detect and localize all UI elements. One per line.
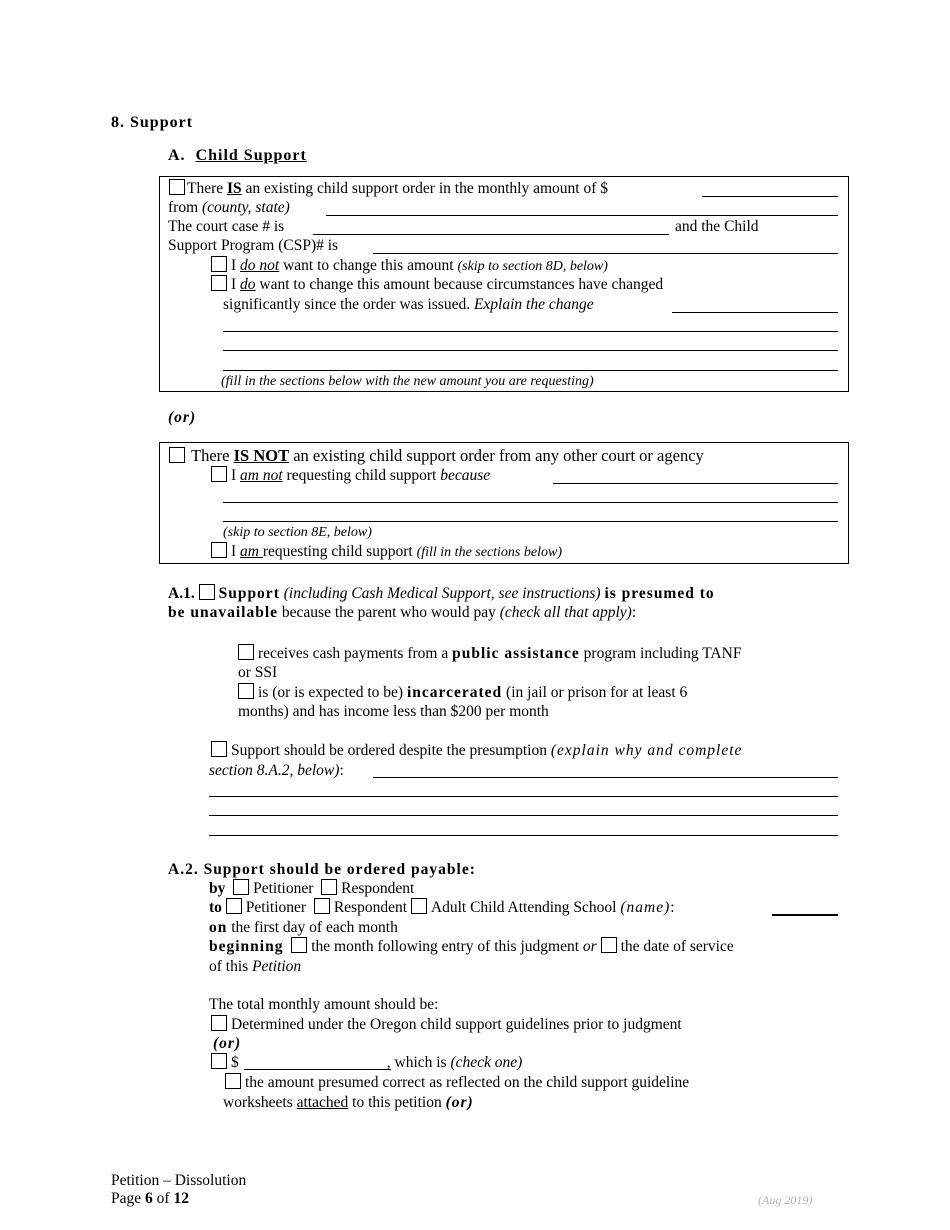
incarcerated-line2: months) and has income less than $200 per month	[238, 703, 549, 720]
do-change-line2: significantly since the order was issued. Explain the change	[223, 296, 594, 313]
despite-presumption-option: Support should be ordered despite the presumption (explain why and complete	[211, 741, 742, 760]
requesting-option: I am requesting child support (fill in the sections below)	[211, 542, 562, 562]
because-field-1[interactable]	[553, 483, 838, 484]
subsection-a-heading: A. Child Support	[168, 147, 307, 164]
despite-field-4[interactable]	[209, 835, 838, 836]
footer-date: (Aug 2019)	[758, 1193, 813, 1207]
to-respondent-checkbox[interactable]	[314, 898, 330, 914]
payable-to-row: to Petitioner Respondent Adult Child Attending School (name):	[209, 899, 675, 916]
date-of-service-checkbox[interactable]	[601, 937, 617, 953]
county-state-field[interactable]	[326, 215, 838, 216]
a2-heading: A.2. Support should be ordered payable:	[168, 861, 476, 878]
to-petitioner-checkbox[interactable]	[226, 898, 242, 914]
not-requesting-checkbox[interactable]	[211, 466, 227, 482]
explain-field-1[interactable]	[672, 312, 838, 313]
dollar-amount-field[interactable]	[244, 1069, 391, 1070]
requesting-checkbox[interactable]	[211, 542, 227, 558]
existing-order-line: There IS an existing child support order in the monthly amount of $	[169, 179, 608, 198]
despite-field-3[interactable]	[209, 815, 838, 816]
despite-presumption-checkbox[interactable]	[211, 741, 227, 757]
of-this-petition: of this Petition	[209, 958, 302, 975]
a1-heading-line2: be unavailable because the parent who would pay (check all that apply):	[168, 604, 637, 621]
do-not-change-option: I do not want to change this amount (skip to section 8D, below)	[211, 256, 608, 276]
csp-field[interactable]	[373, 253, 838, 254]
because-field-2[interactable]	[223, 502, 838, 503]
month-following-checkbox[interactable]	[291, 937, 307, 953]
adult-child-name-field[interactable]	[772, 914, 838, 916]
dollar-amount-checkbox[interactable]	[211, 1053, 227, 1069]
to-adult-child-checkbox[interactable]	[411, 898, 427, 914]
skip-note: (skip to section 8E, below)	[223, 525, 372, 540]
despite-field-2[interactable]	[209, 796, 838, 797]
existing-order-checkbox[interactable]	[169, 179, 185, 195]
fill-in-note: (fill in the sections below with the new amount you are requesting)	[221, 374, 594, 389]
do-change-option: I do want to change this amount because circumstances have changed	[211, 275, 663, 294]
court-case-field[interactable]	[313, 234, 669, 235]
public-assistance-checkbox[interactable]	[238, 644, 254, 660]
explain-field-2[interactable]	[223, 331, 838, 332]
no-existing-order-line: There IS NOT an existing child support order from any other court or agency	[169, 446, 704, 466]
presumed-correct-option: the amount presumed correct as reflected on the child support guideline	[225, 1073, 689, 1092]
explain-field-4[interactable]	[223, 370, 838, 371]
total-monthly-label: The total monthly amount should be:	[209, 996, 439, 1013]
csp-label: Support Program (CSP)# is	[168, 237, 339, 254]
on-row: on the first day of each month	[209, 919, 398, 936]
do-not-change-checkbox[interactable]	[211, 256, 227, 272]
incarcerated-checkbox[interactable]	[238, 683, 254, 699]
worksheets-line: worksheets attached to this petition (or)	[223, 1094, 474, 1111]
not-requesting-option: I am not requesting child support because	[211, 466, 490, 485]
or-separator: (or)	[168, 409, 197, 426]
dollar-amount-option: $ , which is (check one)	[211, 1053, 522, 1072]
despite-field-1[interactable]	[373, 777, 838, 778]
section-heading: 8. Support	[111, 114, 194, 131]
and-child-label: and the Child	[675, 218, 759, 235]
from-county-label: from (county, state)	[168, 199, 290, 216]
court-case-label: The court case # is	[168, 218, 285, 235]
footer-title: Petition – Dissolution	[111, 1172, 247, 1189]
public-assistance-option: receives cash payments from a public assistance program including TANF	[238, 644, 741, 663]
or-separator-2: (or)	[213, 1035, 242, 1052]
guidelines-checkbox[interactable]	[211, 1015, 227, 1031]
payable-by-row: by Petitioner Respondent	[209, 880, 415, 897]
do-change-checkbox[interactable]	[211, 275, 227, 291]
because-field-3[interactable]	[223, 521, 838, 522]
public-assistance-line2: or SSI	[238, 664, 278, 681]
a1-heading: A.1. Support (including Cash Medical Support, see instructions) is presumed to	[168, 585, 715, 602]
guidelines-option: Determined under the Oregon child support guidelines prior to judgment	[211, 1015, 682, 1034]
beginning-row: beginning the month following entry of this judgment or the date of service	[209, 938, 734, 955]
incarcerated-option: is (or is expected to be) incarcerated (in jail or prison for at least 6	[238, 683, 687, 702]
monthly-amount-field[interactable]	[702, 196, 838, 197]
a1-support-checkbox[interactable]	[199, 584, 215, 600]
no-existing-order-checkbox[interactable]	[169, 447, 185, 463]
by-respondent-checkbox[interactable]	[321, 879, 337, 895]
explain-field-3[interactable]	[223, 350, 838, 351]
by-petitioner-checkbox[interactable]	[233, 879, 249, 895]
despite-presumption-line2: section 8.A.2, below):	[209, 762, 344, 779]
presumed-correct-checkbox[interactable]	[225, 1073, 241, 1089]
footer-page-number: Page 6 of 12	[111, 1190, 189, 1207]
